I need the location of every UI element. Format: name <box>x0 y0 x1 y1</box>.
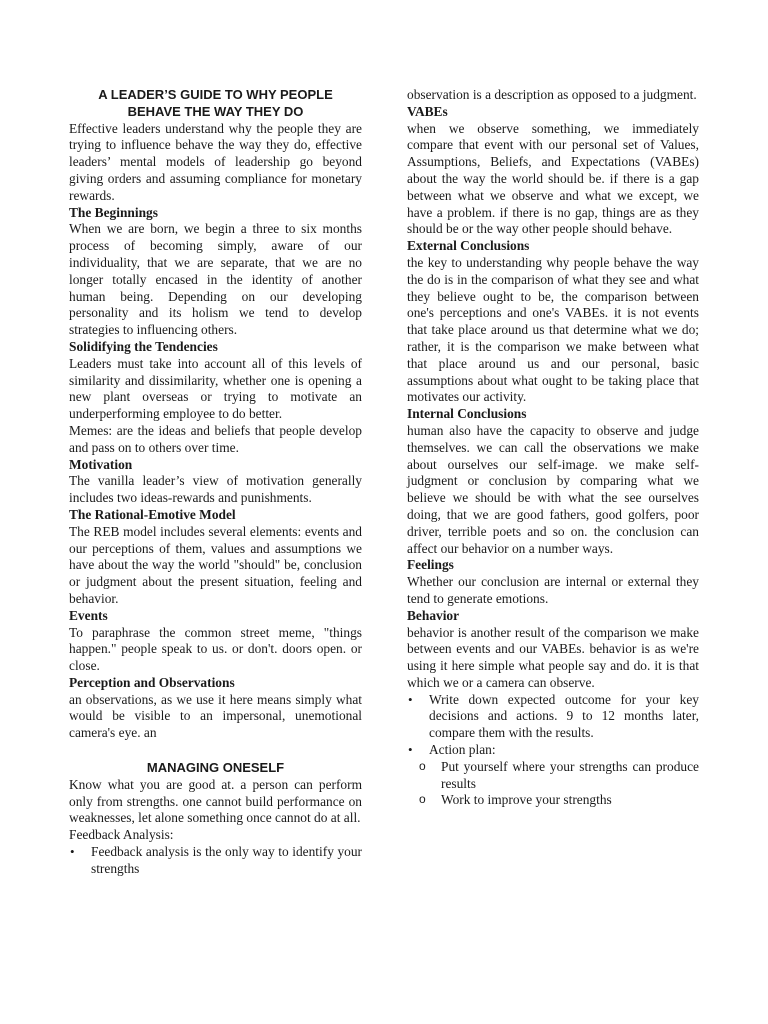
sub-list-item-text: Put yourself where your strengths can produce results <box>441 758 699 791</box>
internal-heading: Internal Conclusions <box>407 406 527 422</box>
beginnings-paragraph: When we are born, we begin a three to six months process of becoming simply, aware of our individuality, that we are separate, that we are no longer totally encased in the identity of another human being. Depending on our developing personality and its holism we tend to develop strategies to influencing others. <box>69 221 362 338</box>
behavior-paragraph: behavior is another result of the comparison we make between events and our VABEs. behavior is as we're using it here simple what people say and do. it is that which we or a camera can observe. <box>407 624 699 690</box>
section-gap <box>69 742 362 760</box>
sub-list-item-text: Work to improve your strengths <box>441 792 612 808</box>
motivation-heading: Motivation <box>69 456 133 472</box>
behavior-heading: Behavior <box>407 607 460 623</box>
intro-paragraph: Effective leaders understand why the people they are trying to influence behave the way they do, effective leaders’ mental models of leadership go beyond giving orders and assuming compliance for monetary rewards. <box>69 120 362 203</box>
solidifying-heading: Solidifying the Tendencies <box>69 338 218 354</box>
bullet-icon: • <box>70 844 75 860</box>
events-paragraph: To paraphrase the common street meme, "things happen." people speak to us. or don't. doors open. or close. <box>69 624 362 674</box>
vabes-paragraph: when we observe something, we immediately compare that event with our personal set of Values, Assumptions, Beliefs, and Expectations (VABEs) about the way the world should be. if there is a gap between what we observe and what we except, we have a problem. if there is no gap, things are as they should be or the way other people should behave. <box>407 120 699 237</box>
vabes-heading: VABEs <box>407 103 448 119</box>
left-column <box>69 87 362 878</box>
external-heading: External Conclusions <box>407 238 530 254</box>
feedback-label: Feedback Analysis: <box>69 827 174 843</box>
list-item-text: Feedback analysis is the only way to identify your strengths <box>91 844 362 876</box>
internal-paragraph: human also have the capacity to observe and judge themselves. we can call the observations we make about ourselves our self-image. we make self-judgment or conclusion by comparing what we believe we should be with what the see ourselves doing, that we are good fathers, good golfers, poor driver, terrible poets and so on. the conclusion can affect our behavior on a number ways. <box>407 422 699 556</box>
beginnings-heading: The Beginnings <box>69 204 158 220</box>
observation-continuation: observation is a description as opposed to a judgment. <box>407 87 697 102</box>
solidifying-paragraph: Leaders must take into account all of this levels of similarity and dissimilarity, whether one is opening a new plant overseas or trying to motivate an underperforming employee to do better. <box>69 355 362 422</box>
list-item <box>69 844 362 878</box>
perception-heading: Perception and Observations <box>69 674 235 690</box>
sub-list-item <box>407 759 699 793</box>
list-item <box>407 692 699 742</box>
reb-paragraph: The REB model includes several elements: events and our perceptions of them, values and assumptions we have about the way the world "should" be, conclusion or judgment about the present situation, feeling and behavior. <box>69 523 362 606</box>
motivation-paragraph: The vanilla leader’s view of motivation generally includes two ideas-rewards and punishments. <box>69 473 362 506</box>
sub-bullet-icon: o <box>419 758 426 773</box>
feelings-heading: Feelings <box>407 557 454 573</box>
external-paragraph: the key to understanding why people behave the way the do is in the comparison of what they see and what they believe ought to be, the comparison between one's perceptions and one's VABEs. it is not events that take place around us that determine what we do; rather, it is the comparison we make between what that place around us and our personal, basic assumptions about what ought to be taking place that motivates our activity. <box>407 254 699 405</box>
list-item-text: Write down expected outcome for your key decisions and actions. 9 to 12 months later, compare them with the results. <box>429 691 699 741</box>
right-column <box>407 87 699 809</box>
sub-list-item <box>407 792 699 809</box>
feedback-list <box>69 844 362 878</box>
managing-title: MANAGING ONESELF <box>146 760 285 776</box>
list-item <box>407 742 699 759</box>
action-list <box>407 692 699 810</box>
sub-bullet-icon: o <box>419 792 426 807</box>
memes-paragraph: Memes: are the ideas and beliefs that people develop and pass on to others over time. <box>69 422 362 455</box>
managing-paragraph: Know what you are good at. a person can perform only from strengths. one cannot build performance on weaknesses, let alone something once cannot do at all. <box>69 776 362 826</box>
bullet-icon: • <box>408 742 413 758</box>
perception-paragraph: an observations, as we use it here means simply what would be visible to an impersonal, unemotional camera's eye. an <box>69 691 362 741</box>
reb-heading: The Rational-Emotive Model <box>69 506 236 522</box>
feelings-paragraph: Whether our conclusion are internal or external they tend to generate emotions. <box>407 574 699 606</box>
list-item-text: Action plan: <box>429 742 496 758</box>
bullet-icon: • <box>408 691 413 707</box>
document-title: A LEADER’S GUIDE TO WHY PEOPLE BEHAVE THE WAY THEY DO <box>98 87 333 119</box>
events-heading: Events <box>69 607 108 623</box>
